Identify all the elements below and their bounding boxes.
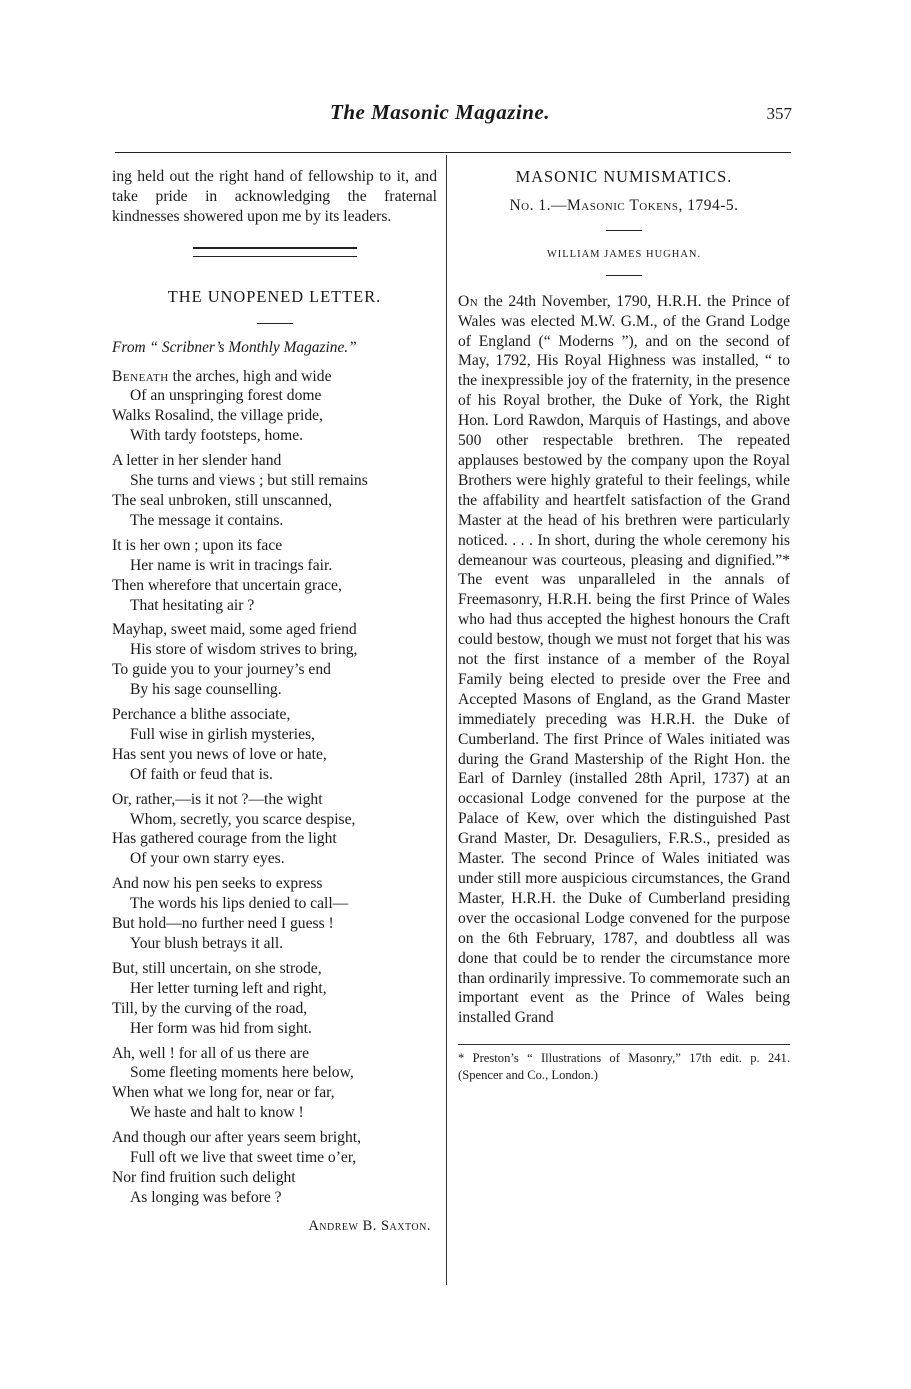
poem-line: Then wherefore that uncertain grace,	[112, 576, 342, 594]
poem-line: As longing was before ?	[130, 1188, 282, 1206]
poem-body	[112, 367, 437, 1208]
poem-line: Some fleeting moments here below,	[130, 1064, 354, 1082]
poem-line: And though our after years seem bright,	[112, 1129, 361, 1147]
section-separator	[193, 247, 357, 257]
title-rule	[257, 323, 293, 324]
poem-line: By his sage counselling.	[130, 681, 282, 699]
poem-line: Of faith or feud that is.	[130, 765, 273, 783]
poem-line: His store of wisdom strives to bring,	[130, 641, 358, 659]
poem-line: Her form was hid from sight.	[130, 1019, 312, 1037]
poem-line: But hold—no further need I guess !	[112, 915, 334, 933]
poem-line: She turns and views ; but still remains	[130, 472, 368, 490]
body-first-word: On	[458, 292, 479, 310]
poem-line: Of your own starry eyes.	[130, 850, 285, 868]
poem-line: The words his lips denied to call—	[130, 895, 349, 913]
footnote-rule	[458, 1044, 790, 1045]
poem-line: Walks Rosalind, the village pride,	[112, 407, 323, 425]
column-divider	[446, 155, 447, 1285]
article-subtitle	[458, 196, 790, 216]
poem-line: And now his pen seeks to express	[112, 875, 323, 893]
article-title: MASONIC NUMISMATICS.	[515, 167, 733, 186]
poem-line: Nor find fruition such delight	[112, 1168, 296, 1186]
poem-stanza	[112, 367, 437, 447]
right-column	[458, 167, 790, 1084]
poem-line: Her name is writ in tracings fair.	[130, 556, 333, 574]
poem-line: The message it contains.	[130, 511, 284, 529]
left-column	[112, 167, 437, 1237]
poem-line: To guide you to your journey’s end	[112, 661, 331, 679]
poem-signature	[112, 1217, 437, 1237]
poem-line: When what we long for, near or far,	[112, 1084, 335, 1102]
poem-line: But, still uncertain, on she strode,	[112, 959, 322, 977]
running-title: The Masonic Magazine.	[330, 100, 550, 124]
poem-line: Or, rather,—is it not ?—the wight	[112, 790, 323, 808]
poem-stanza	[112, 1128, 437, 1208]
poem-stanza	[112, 959, 437, 1039]
poem-stanza	[112, 536, 437, 616]
poem-line: Of an unspringing forest dome	[130, 387, 322, 405]
poem-stanza	[112, 790, 437, 870]
poem-stanza	[112, 874, 437, 954]
poem-line: Whom, secretly, you scarce despise,	[130, 810, 356, 828]
article-body	[458, 292, 790, 1029]
poem-line: Your blush betrays it all.	[130, 935, 284, 952]
poem-line: We haste and halt to know !	[130, 1104, 304, 1122]
poem-line: Full wise in girlish mysteries,	[130, 725, 315, 743]
subtitle-text: No. 1.—Masonic Tokens, 1794-5.	[509, 196, 739, 214]
poem-line: Full oft we live that sweet time o’er,	[130, 1149, 357, 1167]
poem-line: The seal unbroken, still unscanned,	[112, 491, 332, 509]
poem-line: Mayhap, sweet maid, some aged friend	[112, 621, 357, 639]
poem-line-text: the arches, high and wide	[168, 367, 332, 385]
poem-stanza	[112, 620, 437, 700]
poem-line: Perchance a blithe associate,	[112, 706, 291, 724]
body-text: the 24th November, 1790, H.R.H. the Prince of Wales was elected M.W. G.M., of the Grand Lodge of England (“ Moderns ”), and on the second of May, 1792, His Royal Highness was installed, “ to the inexpressible joy of the fraternity, in the presence of his Royal brother, the Duke of York, the Right Hon. Lord Rawdon, Marquis of Hastings, and above 500 other respectable brethren. The repeated applauses bestowed by the company upon the Royal Brothers were highly grateful to their feelings, while the affability and heartfelt satisfaction of the Grand Master at the head of his brethren were particularly noticed. . . . In short, during the whole ceremony his demeanour was courteous, pleasing and dignified.”* The event was unparalleled in the annals of Freemasonry, H.R.H. being the first Prince of Wales who had thus accepted the highest honours the Craft could bestow, though we must not forget that his was not the first instance of a member of the Royal Family being elected to preside over the Free and Accepted Masons of England, as the Grand Master immediately preceding was H.R.H. the Duke of Cumberland. The first Prince of Wales initiated was during the Grand Mastership of the Right Hon. the Earl of Darnley (installed 28th April, 1737) at an occasional Lodge convened for the purpose at the Palace of Kew, over which the distinguished Past Grand Master, Dr. Desaguliers, F.R.S., presided as Master. The second Prince of Wales initiated was under still more auspicious circumstances, the Grand Master, H.R.H. the Duke of Cumberland presiding over the occasional Lodge convened for the purpose on the 6th February, 1787, and doubtless all was done that could be to render the circumstance more than ordinarily impressive. To commemorate such an important event as the Prince of Wales being installed Grand	[458, 292, 790, 1027]
footnote: * Preston’s “ Illustrations of Masonry,” 17th edit. p. 241. (Spencer and Co., London.)	[458, 1051, 790, 1083]
poem-line: Has gathered courage from the light	[112, 830, 337, 848]
poem-source: From “ Scribner’s Monthly Magazine.”	[112, 338, 357, 356]
poem-line: A letter in her slender hand	[112, 452, 282, 470]
poem-first-word: Beneath	[112, 367, 169, 385]
header-rule	[115, 152, 791, 153]
continuation-paragraph: ing held out the right hand of fellowship to it, and take pride in acknowledging the fraternal kindnesses showered upon me by its leaders.	[112, 168, 437, 225]
poem-title: THE UNOPENED LETTER.	[167, 286, 382, 306]
poem-line: With tardy footsteps, home.	[130, 427, 304, 445]
author-rule	[606, 275, 642, 276]
signature-text: Andrew B. Saxton.	[308, 1217, 431, 1234]
poem-line: Has sent you news of love or hate,	[112, 745, 327, 763]
poem-stanza	[112, 705, 437, 785]
poem-line: Ah, well ! for all of us there are	[112, 1044, 310, 1062]
poem-line	[112, 367, 437, 387]
poem-line: It is her own ; upon its face	[112, 536, 283, 554]
poem-stanza	[112, 1044, 437, 1124]
poem-line: Till, by the curving of the road,	[112, 999, 308, 1017]
poem-line: That hesitating air ?	[130, 596, 255, 614]
poem-line: Her letter turning left and right,	[130, 979, 327, 997]
article-author: WILLIAM JAMES HUGHAN.	[546, 248, 702, 260]
subtitle-rule	[606, 230, 642, 231]
poem-stanza	[112, 451, 437, 531]
page-number: 357	[766, 104, 792, 123]
